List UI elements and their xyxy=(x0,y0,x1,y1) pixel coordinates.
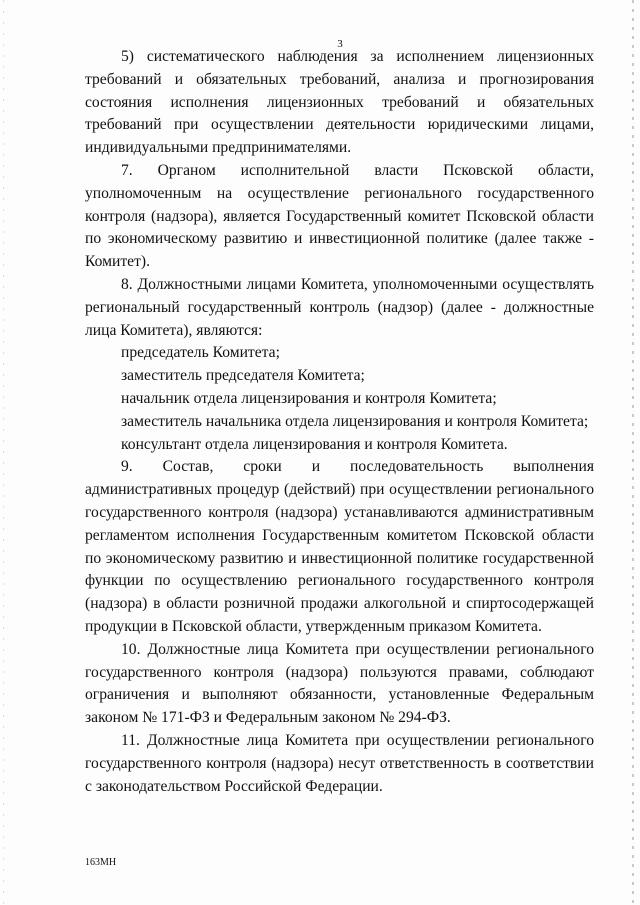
paragraph-item-9: 9. Состав, сроки и последовательность выполнения административных процедур (действий) при осуществлении регионального государственного контроля (надзора) устанавливаются административным регламентом исполнения Государственным комитетом Псковской области по экономическому развитию и инвестиционной политике государственной функции по осуществлению регионального государственного контроля (надзора) в области розничной продажи алкогольной и спиртосодержащей продукции в Псковской области, утвержденным приказом Комитета. xyxy=(85,458,594,635)
paragraph-item-7: 7. Органом исполнительной власти Псковской области, уполномоченным на осуществление регионального государственного контроля (надзора), является Государственный комитет Псковской области по экономическому развитию и инвестиционной политике (далее также - Комитет). xyxy=(85,161,594,271)
official-deputy-chairman: заместитель председателя Комитета; xyxy=(121,367,365,385)
scan-edge-right xyxy=(632,0,634,905)
document-body xyxy=(85,46,594,798)
official-deputy-head-of-department: заместитель начальника отдела лицензирования и контроля Комитета; xyxy=(121,412,589,430)
paragraph-item-11: 11. Должностные лица Комитета при осуществлении регионального государственного контроля (надзора) несут ответственность в соответствии с законодательством Российской Федерации. xyxy=(85,731,594,795)
paragraph-item-8: 8. Должностными лицами Комитета, уполномоченными осуществлять региональный государственный контроль (надзор) (далее - должностные лица Комитета), являются: xyxy=(85,275,594,339)
document-code: 163МН xyxy=(85,857,117,868)
paragraph-item-5: 5) систематического наблюдения за исполнением лицензионных требований и обязательных требований, анализа и прогнозирования состояния исполнения лицензионных требований и обязательных требований при осуществлении деятельности юридическими лицами, индивидуальными предпринимателями. xyxy=(85,48,594,157)
official-chairman: председатель Комитета; xyxy=(121,344,280,362)
page-number: 3 xyxy=(337,38,343,50)
scan-edge-left xyxy=(3,0,4,905)
paragraph-item-10: 10. Должностные лица Комитета при осуществлении регионального государственного контроля (надзора) пользуются правами, соблюдают ограничения и выполняют обязанности, установленные Федеральным законом № 171-ФЗ и Федеральным законом № 294-ФЗ. xyxy=(85,640,594,727)
official-consultant: консультант отдела лицензирования и контроля Комитета. xyxy=(121,435,508,453)
official-head-of-department: начальник отдела лицензирования и контроля Комитета; xyxy=(121,389,497,407)
